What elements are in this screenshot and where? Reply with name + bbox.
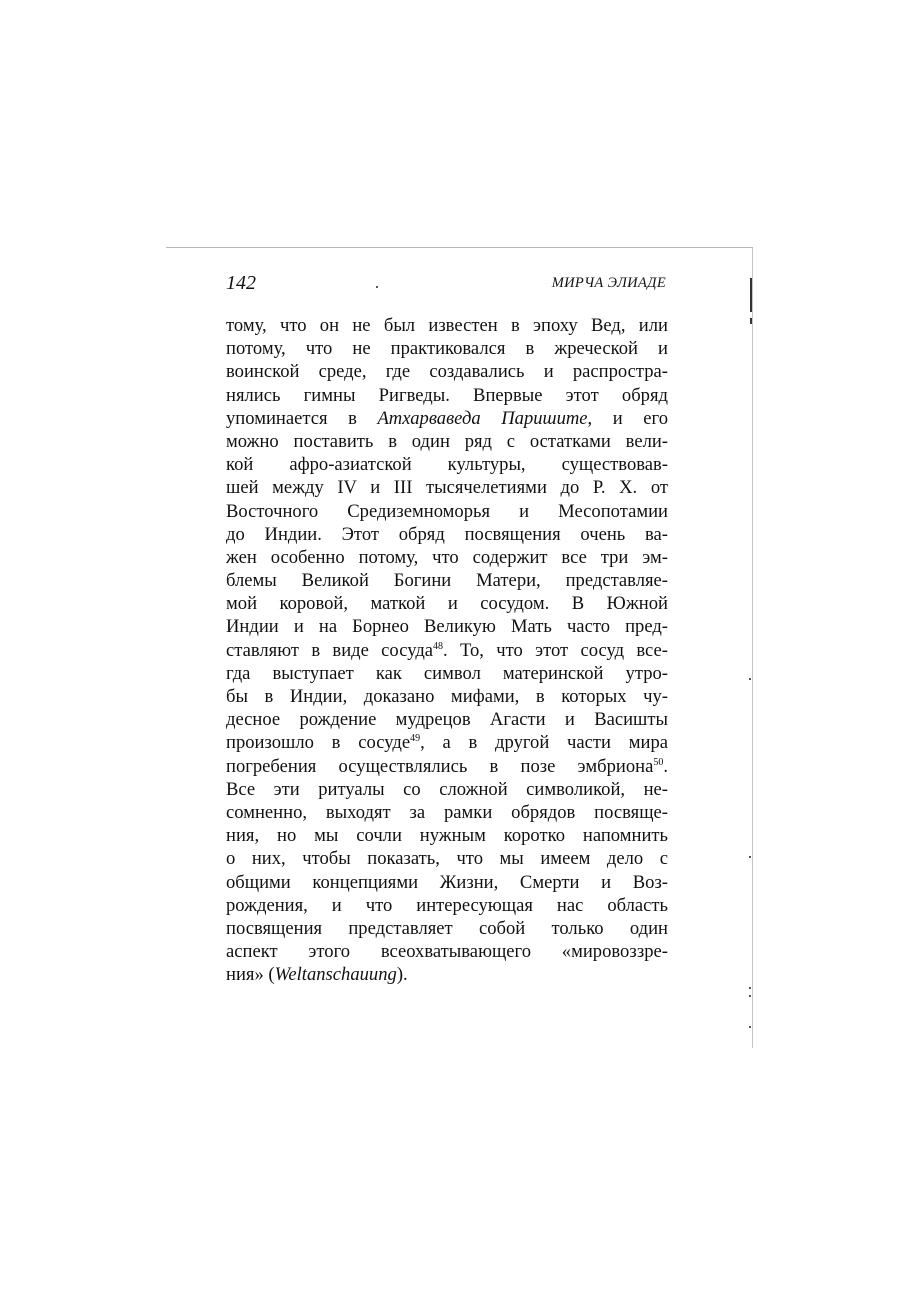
scan-edge-mark xyxy=(750,278,752,312)
scan-edge-mark xyxy=(750,318,752,324)
text-line: рождения, и что интересующая нас область xyxy=(226,894,668,916)
text-line: нялись гимны Ригведы. Впервые этот обряд xyxy=(226,384,668,406)
body-paragraph xyxy=(226,314,668,986)
text-run: . xyxy=(663,755,668,777)
scan-speck xyxy=(749,987,751,989)
scan-speck xyxy=(749,678,751,680)
running-head-author: МИРЧА ЭЛИАДЕ xyxy=(551,275,666,291)
text-line xyxy=(226,731,668,754)
page-number: 142 xyxy=(226,272,256,294)
text-line xyxy=(226,963,668,986)
text-line: жен особенно потому, что содержит все три эм- xyxy=(226,546,668,568)
scan-speck xyxy=(749,1026,751,1028)
text-run: ). xyxy=(396,964,408,986)
text-line: Восточного Средиземноморья и Месопотамии xyxy=(226,500,668,522)
text-line: потому, что не практиковался в жреческой и xyxy=(226,338,668,360)
text-line: о них, чтобы показать, что мы имеем дело с xyxy=(226,848,668,870)
text-line: десное рождение мудрецов Агасти и Васишты xyxy=(226,709,668,731)
scan-page-top-edge xyxy=(166,247,753,248)
text-run: . То, что этот сосуд все- xyxy=(443,639,668,661)
scan-speck xyxy=(749,856,751,858)
text-line: до Индии. Этот обряд посвящения очень ва- xyxy=(226,523,668,545)
text-line: аспект этого всеохватывающего «мировоззре- xyxy=(226,941,668,963)
text-line xyxy=(226,755,668,778)
text-line: Все эти ритуалы со сложной символикой, не- xyxy=(226,778,668,800)
text-line: воинской среде, где создавались и распростра- xyxy=(226,361,668,383)
footnote-ref: 50 xyxy=(653,756,664,768)
text-run: упоминается в xyxy=(226,407,378,429)
text-run: , и его xyxy=(587,407,668,429)
text-run: погребения осуществлялись в позе эмбриона xyxy=(226,755,654,777)
text-line: тому, что он не был известен в эпоху Вед, или xyxy=(226,315,668,336)
text-line: шей между IV и III тысячелетиями до Р. Х. от xyxy=(226,477,668,499)
scan-speck xyxy=(749,995,751,997)
text-line xyxy=(226,407,668,430)
text-run: , а в другой части мира xyxy=(420,732,669,754)
text-run: ния» ( xyxy=(226,964,275,986)
running-head xyxy=(226,270,666,296)
text-line xyxy=(226,639,668,662)
footnote-ref: 48 xyxy=(433,640,444,652)
text-line: ния, но мы сочли нужным коротко напомнить xyxy=(226,825,668,847)
text-line: сомненно, выходят за рамки обрядов посвяще- xyxy=(226,801,668,823)
text-line: блемы Великой Богини Матери, представляе- xyxy=(226,570,668,592)
text-line: бы в Индии, доказано мифами, в которых чу- xyxy=(226,686,668,707)
text-line: кой афро-азиатской культуры, существовав- xyxy=(226,454,668,476)
text-line: общими концепциями Жизни, Смерти и Воз- xyxy=(226,871,668,893)
scan-page-right-edge xyxy=(752,248,753,1048)
italic-term: Weltanschauung xyxy=(274,964,397,986)
text-run: произошло в сосуде xyxy=(226,732,411,754)
footnote-ref: 49 xyxy=(410,733,421,745)
italic-title: Атхарваведа Паришите xyxy=(377,407,588,429)
text-run: ставляют в виде сосуда xyxy=(226,639,434,661)
text-line: гда выступает как символ материнской утро- xyxy=(226,662,668,684)
text-line: мой коровой, маткой и сосудом. В Южной xyxy=(226,593,668,615)
text-line: Индии и на Борнео Великую Мать часто пред- xyxy=(226,616,668,638)
text-line: посвящения представляет собой только один xyxy=(226,917,668,939)
text-line: можно поставить в один ряд с остатками вели- xyxy=(226,430,668,452)
